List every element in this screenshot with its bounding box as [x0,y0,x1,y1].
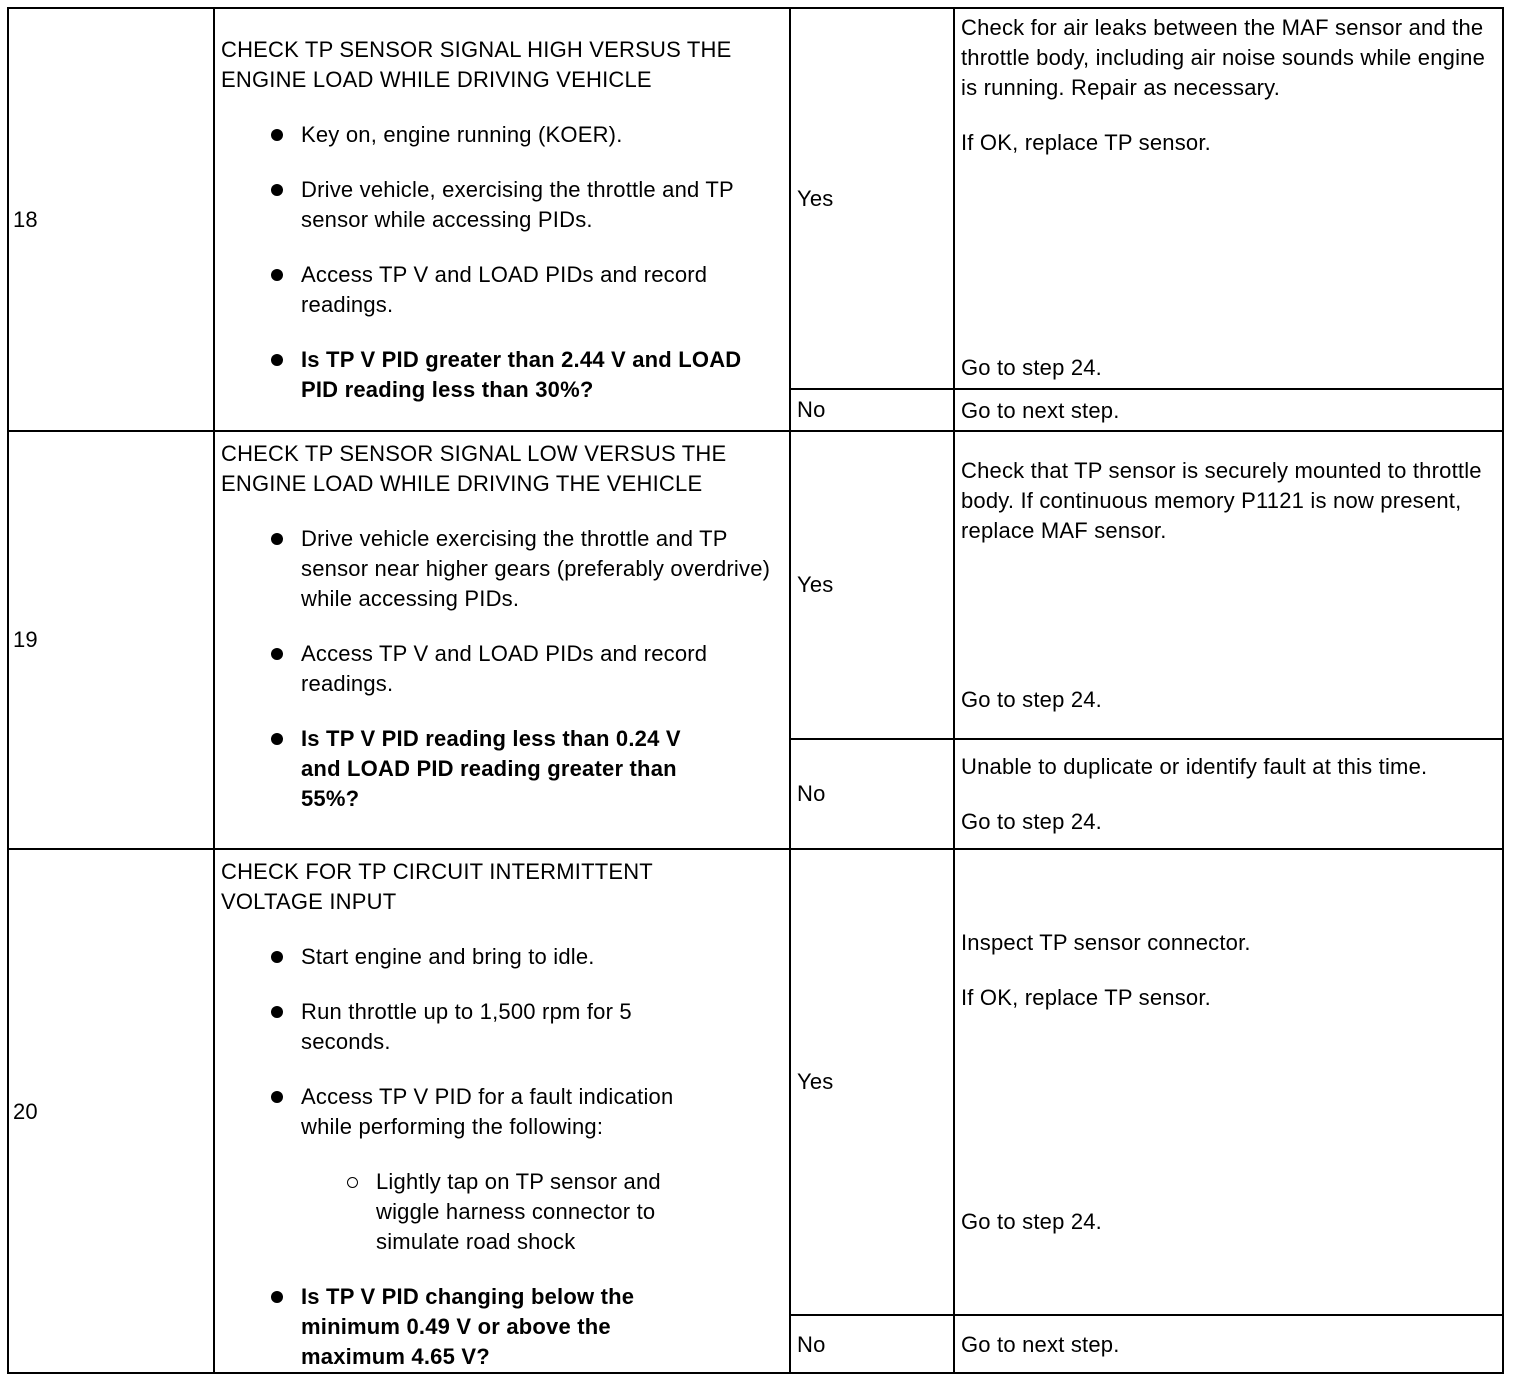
goto-step: Go to step 24. [961,809,1102,834]
yes-result [955,928,1504,1013]
bullet-item: Access TP V and LOAD PIDs and record readings. [221,260,775,320]
step-number-text: 19 [13,627,38,652]
step-number [9,9,213,430]
step-title: CHECK TP SENSOR SIGNAL LOW VERSUS THE ENGINE LOAD WHILE DRIVING THE VEHICLE [221,441,727,496]
result-text: Check that TP sensor is securely mounted to throttle body. If continuous memory P1121 is now present, replace MAF sensor. [961,458,1482,543]
no-label: No [797,397,826,422]
no-label: No [797,781,826,806]
row-divider [7,430,1504,432]
result-text: If OK, replace TP sensor. [961,985,1211,1010]
step-title: CHECK TP SENSOR SIGNAL HIGH VERSUS THE ENGINE LOAD WHILE DRIVING VEHICLE [221,37,732,92]
bullet-item: Start engine and bring to idle. [221,942,775,972]
no-result [955,752,1504,837]
step-number [9,432,213,848]
step-action [215,30,775,405]
action-list [221,120,775,405]
action-list [221,524,775,814]
bullet-item: Drive vehicle, exercising the throttle and TP sensor while accessing PIDs. [221,175,775,235]
action-list [221,942,775,1372]
yes-result [955,456,1504,546]
yes-result [955,13,1504,158]
no-result: Go to next step. [961,398,1120,423]
result-text: Unable to duplicate or identify fault at this time. [961,754,1428,779]
bullet-item: Access TP V PID for a fault indication while performing the following: [221,1082,775,1142]
yes-label: Yes [797,1069,834,1094]
step-title: CHECK FOR TP CIRCUIT INTERMITTENT VOLTAGE INPUT [221,859,653,914]
no-label: No [797,1332,826,1357]
bullet-item: Access TP V and LOAD PIDs and record readings. [221,639,775,699]
no-result: Go to next step. [961,1332,1120,1357]
question-item: Is TP V PID greater than 2.44 V and LOAD PID reading less than 30%? [221,345,775,405]
step-action [215,852,775,1372]
step-number [9,850,213,1374]
goto-step: Go to step 24. [961,355,1102,380]
question-item: Is TP V PID changing below the minimum 0.49 V or above the maximum 4.65 V? [221,1282,775,1372]
step-number-text: 20 [13,1099,38,1124]
bullet-item: Key on, engine running (KOER). [221,120,775,150]
goto-step: Go to step 24. [961,687,1102,712]
step-number-text: 18 [13,206,38,232]
goto-step: Go to step 24. [961,1209,1102,1234]
result-text: If OK, replace TP sensor. [961,130,1211,155]
yes-label: Yes [797,185,834,211]
result-text: Inspect TP sensor connector. [961,930,1251,955]
row-divider [7,848,1504,850]
bullet-item: Drive vehicle exercising the throttle and TP sensor near higher gears (preferably overdrive) while accessing PIDs. [221,524,775,614]
yes-label: Yes [797,572,834,597]
result-text: Check for air leaks between the MAF sensor and the throttle body, including air noise sounds while engine is running. Repair as necessary. [961,15,1486,100]
bullet-item: Run throttle up to 1,500 rpm for 5 seconds. [221,997,775,1057]
step-action [215,434,775,814]
question-item: Is TP V PID reading less than 0.24 V and LOAD PID reading greater than 55%? [221,724,775,814]
sub-bullet-item: Lightly tap on TP sensor and wiggle harness connector to simulate road shock [221,1167,775,1257]
